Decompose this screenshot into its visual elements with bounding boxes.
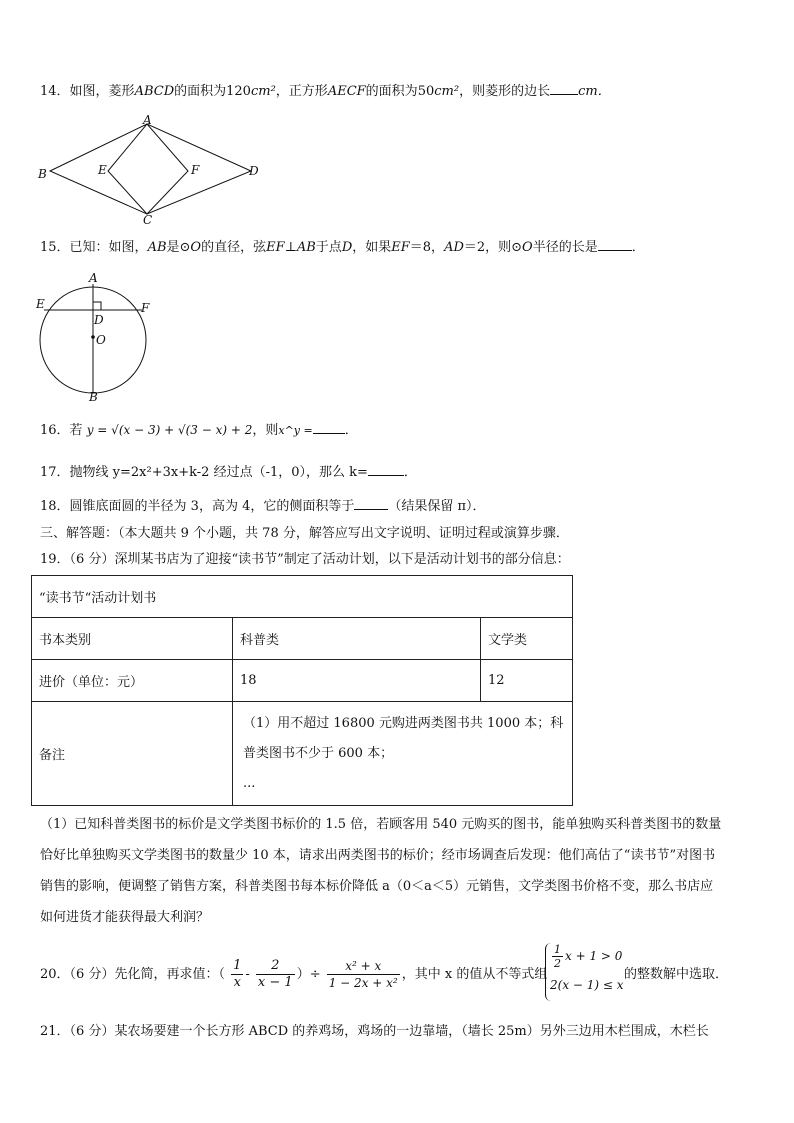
center-dot <box>91 335 95 339</box>
table-cell: 进价（单位：元） <box>32 660 233 702</box>
answer-blank <box>550 82 578 95</box>
q21-text: 21．（6 分）某农场要建一个长方形 ABCD 的养鸡场，鸡场的一边靠墙，（墙长 25m）另外三边用木栏围成，木栏长 <box>40 1024 709 1039</box>
body-line: 如何进货才能获得最大利润？ <box>40 910 210 925</box>
q17-text: 17．抛物线 y=2x²+3x+k-2 经过点（-1，0），那么 k= ． <box>40 465 417 480</box>
body-line: 销售的影响，便调整了销售方案，科普类图书每本标价降低 a（0＜a＜5）元销售，文学类图书价格不变，那么书店应 <box>40 879 714 894</box>
activity-plan-table <box>31 575 573 806</box>
table-header-cell: 文学类 <box>481 618 573 660</box>
table-header-cell: 书本类别 <box>32 618 233 660</box>
q18-text: 18．圆锥底面圆的半径为 3，高为 4，它的侧面积等于 （结果保留 π）． <box>40 499 486 514</box>
circle-figure <box>36 270 156 402</box>
answer-blank <box>368 463 404 476</box>
body-line: 恰好比单独购买文学类图书的数量少 10 本，请求出两类图书的标价；经市场调查后发现：他们高估了“读书节”对图书 <box>40 848 716 863</box>
label-c: C <box>143 213 153 226</box>
label-b: B <box>38 167 47 181</box>
note-line: ... <box>243 775 256 791</box>
q19-body <box>40 809 760 933</box>
rhombus-figure <box>36 114 266 226</box>
label-f: F <box>141 301 150 315</box>
inequality-2: 2(x − 1) ≤ x <box>550 978 624 992</box>
inequality-system <box>545 943 634 1001</box>
answer-blank <box>313 421 345 434</box>
q20-tail: 的整数解中选取． <box>624 967 729 982</box>
label-a: A <box>143 114 152 127</box>
table-cell: 备注 <box>32 702 233 806</box>
q20-text: 20．（6 分）先化简，再求值：（ $\frac{1}{x}$ - $\frac{2}{x - 1}$ ）÷ $\frac{\text{x² + x}}{\text{1 − 2x + x²}}$ ，其中 x 的值从不等式组 <box>40 958 548 990</box>
fraction: $\frac{1}{x}$ <box>233 958 242 990</box>
label-f: F <box>191 163 200 177</box>
label-b: B <box>89 390 98 402</box>
label-d: D <box>249 164 259 178</box>
q19-intro: 19．（6 分）深圳某书店为了迎接“读书节”制定了活动计划，以下是活动计划书的部分信息： <box>40 552 570 567</box>
label-e: E <box>98 163 107 177</box>
table-title: “读书节“活动计划书 <box>32 576 573 618</box>
note-line: 普类图书不少于 600 本； <box>243 745 394 761</box>
q16-formula: y = √(x − 3) + √(3 − x) + 2 <box>86 423 253 437</box>
answer-blank <box>598 238 632 251</box>
table-header-cell: 科普类 <box>233 618 481 660</box>
q14-text: 14．如图，菱形ABCD的面积为120cm²，正方形AECF的面积为50cm²，则菱形的边长 cm． <box>40 84 611 99</box>
table-cell: 12 <box>481 660 573 702</box>
fraction: $\frac{2}{x - 1}$ <box>257 958 293 990</box>
inequality-1: $\frac{1}{2}$ x + 1 > 0 <box>554 943 623 970</box>
rhombus-abcd <box>50 124 251 214</box>
section-heading: 三、解答题：（本大题共 9 个小题，共 78 分，解答应写出文字说明、证明过程或演算步骤． <box>40 526 569 541</box>
answer-blank <box>354 497 388 510</box>
right-angle-mark <box>93 302 101 310</box>
label-d: D <box>94 313 104 327</box>
table-cell: 18 <box>233 660 481 702</box>
body-line: （1）已知科普类图书的标价是文学类图书标价的 1.5 倍，若顾客用 540 元购买的图书，能单独购买科普类图书的数量 <box>40 817 722 832</box>
q16-text: 16．若 y = √(x − 3) + √(3 − x) + 2，则x^y = ． <box>40 423 358 438</box>
q15-text: 15．已知：如图，AB是⊙O的直径，弦EF⊥AB于点D，如果EF＝8，AD＝2，则⊙O半径的长是 ． <box>40 240 645 255</box>
label-e: E <box>36 297 45 311</box>
label-a: A <box>89 271 98 285</box>
table-note-cell <box>233 702 573 806</box>
note-line: （1）用不超过 16800 元购进两类图书共 1000 本；科 <box>243 715 564 731</box>
fraction: $\frac{\text{x² + x}}{\text{1 − 2x + x²}}$ <box>328 959 398 990</box>
label-o: O <box>96 333 106 347</box>
